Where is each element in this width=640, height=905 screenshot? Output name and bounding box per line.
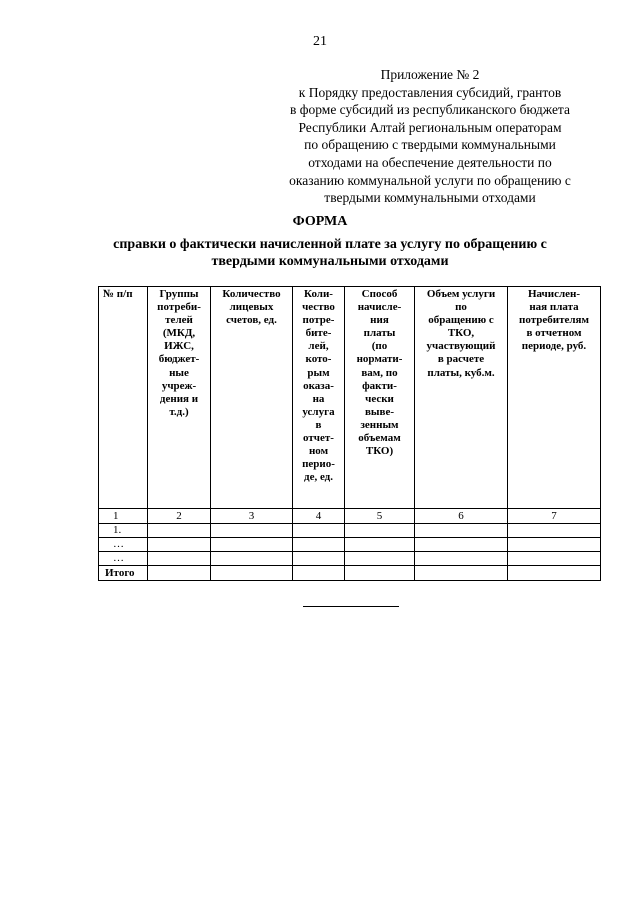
column-number: 6 xyxy=(415,509,508,524)
table-cell xyxy=(293,552,345,566)
header-line: Способ xyxy=(361,288,398,300)
table-cell xyxy=(148,566,211,581)
header-line: вам, по xyxy=(361,366,398,379)
header-line: телей xyxy=(165,314,193,327)
header-line: дения и xyxy=(159,392,199,405)
table-cell xyxy=(148,552,211,566)
table-cell xyxy=(148,524,211,538)
header-line: т.д.) xyxy=(169,405,189,418)
total-label: Итого xyxy=(99,566,148,581)
table-cell: … xyxy=(99,552,148,566)
header-line: отчет- xyxy=(303,432,334,445)
header-line: Объем услуги xyxy=(426,288,496,300)
table-cell xyxy=(508,552,601,566)
page-number: 21 xyxy=(313,34,327,49)
header-line: ные xyxy=(169,366,189,379)
header-line: Коли- xyxy=(304,288,333,300)
appendix-line: по обращению с твердыми коммунальными xyxy=(304,137,556,153)
appendix-line: твердыми коммунальными отходами xyxy=(324,190,536,206)
column-number-row xyxy=(99,509,601,524)
header-line: Начислен- xyxy=(527,288,581,300)
table-cell xyxy=(415,524,508,538)
header-line: (МКД, xyxy=(162,327,196,340)
table-cell xyxy=(415,538,508,552)
table-cell xyxy=(211,566,293,581)
header-line: платы, куб.м. xyxy=(427,366,495,379)
table-cell xyxy=(293,538,345,552)
column-number: 2 xyxy=(148,509,211,524)
form-subtitle xyxy=(84,236,576,270)
header-cell xyxy=(99,287,148,509)
header-line: потре- xyxy=(302,314,335,327)
appendix-line: оказанию коммунальной услуги по обращению с xyxy=(289,172,571,188)
form-title: ФОРМА xyxy=(292,214,348,229)
appendix-line: Республики Алтай региональным операторам xyxy=(298,119,562,135)
header-line: обращению с xyxy=(428,314,494,327)
header-line: лей, xyxy=(308,340,329,353)
header-line: начисле- xyxy=(357,301,402,314)
header-line: зенным xyxy=(360,418,399,431)
table-cell xyxy=(293,524,345,538)
header-line: нормати- xyxy=(356,353,403,366)
header-line: счетов, ед. xyxy=(226,314,277,327)
table-cell xyxy=(345,552,415,566)
header-cell xyxy=(415,287,508,509)
form-subtitle-line: твердыми коммунальными отходами xyxy=(211,254,449,269)
table-cell xyxy=(345,538,415,552)
header-line: по xyxy=(455,301,467,314)
header-line: факти- xyxy=(362,379,397,392)
table-cell xyxy=(508,524,601,538)
header-line: объемам xyxy=(358,432,401,445)
table-cell: 1. xyxy=(99,524,148,538)
header-line: на xyxy=(312,392,325,405)
header-line: выве- xyxy=(364,405,394,418)
header-line: в отчетном xyxy=(526,327,582,340)
table-cell xyxy=(415,566,508,581)
table-row xyxy=(99,552,601,566)
header-line: чество xyxy=(302,301,335,314)
header-cell xyxy=(508,287,601,509)
header-line: Количество xyxy=(222,288,281,300)
header-line: ная плата xyxy=(529,301,579,314)
header-line: платы xyxy=(363,327,396,340)
header-line: ТКО, xyxy=(447,327,475,340)
header-line: потреби- xyxy=(157,301,201,314)
appendix-line: Приложение № 2 xyxy=(380,67,480,82)
table-row xyxy=(99,524,601,538)
header-line: учреж- xyxy=(161,379,197,392)
appendix-line: отходами на обеспечение деятельности по xyxy=(308,154,552,170)
column-number: 1 xyxy=(99,509,148,524)
table-cell xyxy=(508,566,601,581)
table-row xyxy=(99,538,601,552)
table-cell xyxy=(211,524,293,538)
table-cell xyxy=(293,566,345,581)
header-line: перио- xyxy=(302,458,335,471)
appendix-line: в форме субсидий из республиканского бюджета xyxy=(289,102,570,118)
column-number: 5 xyxy=(345,509,415,524)
header-cell xyxy=(293,287,345,509)
header-line: чески xyxy=(365,392,394,405)
column-number: 7 xyxy=(508,509,601,524)
header-cell xyxy=(148,287,211,509)
table-cell xyxy=(148,538,211,552)
appendix-header xyxy=(255,66,605,207)
header-line: участвующий xyxy=(426,340,496,353)
header-line: рым xyxy=(307,366,330,379)
table-cell xyxy=(508,538,601,552)
header-line: периоде, руб. xyxy=(521,340,587,353)
header-line: Группы xyxy=(159,288,199,300)
header-line: бюджет- xyxy=(158,353,200,366)
header-line: лицевых xyxy=(229,301,274,314)
column-number: 3 xyxy=(211,509,293,524)
form-subtitle-line: справки о фактически начисленной плате за услугу по обращению с xyxy=(113,237,547,252)
total-row xyxy=(99,566,601,581)
appendix-line: к Порядку предоставления субсидий, грантов xyxy=(298,84,562,100)
footer-divider xyxy=(303,606,399,607)
header-line: де, ед. xyxy=(304,471,333,484)
header-line: услуга xyxy=(302,405,335,418)
report-table xyxy=(98,286,601,581)
header-line: оказа- xyxy=(303,379,334,392)
header-line: в расчете xyxy=(437,353,485,366)
table-cell: … xyxy=(99,538,148,552)
header-line: бите- xyxy=(305,327,332,340)
table-cell xyxy=(211,552,293,566)
header-line: потребителям xyxy=(519,314,589,327)
header-line: ИЖС, xyxy=(164,340,194,353)
header-cell xyxy=(211,287,293,509)
table-cell xyxy=(345,566,415,581)
header-line: (по xyxy=(371,340,388,353)
table-header-row xyxy=(99,287,601,509)
header-cell xyxy=(345,287,415,509)
header-line: ТКО) xyxy=(365,445,394,458)
header-line: № п/п xyxy=(103,288,133,300)
table-cell xyxy=(415,552,508,566)
column-number: 4 xyxy=(293,509,345,524)
header-line: ном xyxy=(308,445,329,458)
table-cell xyxy=(211,538,293,552)
header-line: кото- xyxy=(305,353,332,366)
table-cell xyxy=(345,524,415,538)
header-line: ния xyxy=(370,314,389,327)
header-line: в xyxy=(315,418,322,431)
